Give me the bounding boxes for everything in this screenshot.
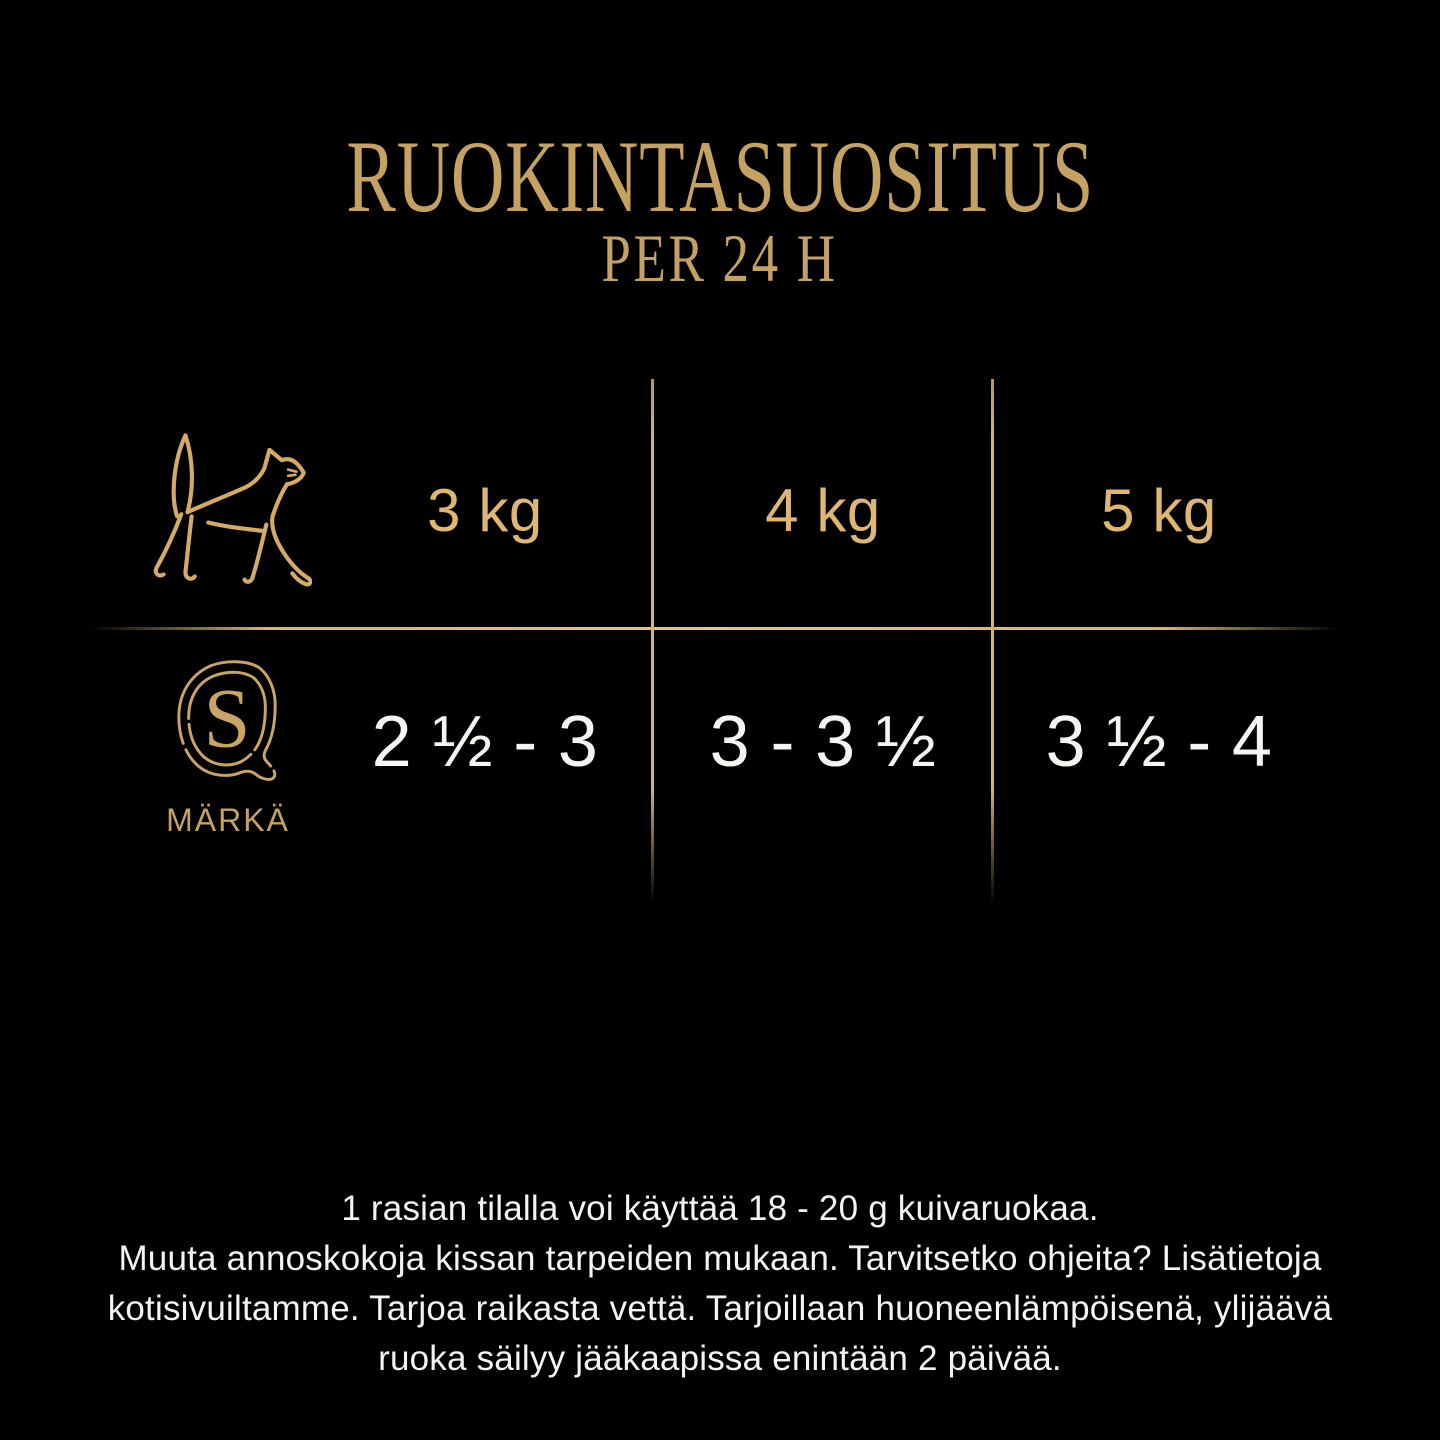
feeding-note (0, 1184, 1440, 1384)
page-subtitle-wrap (0, 220, 1440, 296)
wet-portion-4kg: 3 - 3 ½ (709, 702, 937, 782)
page-title-wrap (0, 120, 1440, 234)
vertical-divider-2 (991, 379, 994, 904)
feeding-note-line: Muuta annoskokoja kissan tarpeiden mukaan. Tarvitsetko ohjeita? Lisätietoja (118, 1239, 1322, 1278)
cat-walking-icon (146, 422, 312, 594)
horizontal-divider (90, 627, 1340, 630)
wet-portion-3kg: 2 ½ - 3 (371, 702, 599, 782)
vertical-divider-1 (651, 379, 654, 904)
wet-portion-5kg: 3 ½ - 4 (1045, 702, 1273, 782)
row-label-wet: MÄRKÄ (166, 802, 290, 838)
weight-header-5kg: 5 kg (1101, 477, 1217, 544)
feeding-note-line: ruoka säilyy jääkaapissa enintään 2 päivää. (378, 1339, 1062, 1378)
weight-header-4kg: 4 kg (765, 477, 881, 544)
feeding-note-line: kotisivuiltamme. Tarjoa raikasta vettä. Tarjoillaan huoneenlämpöisenä, ylijäävä (107, 1289, 1333, 1328)
feeding-note-line: 1 rasian tilalla voi käyttää 18 - 20 g kuivaruokaa. (341, 1189, 1099, 1228)
wet-food-seal-icon (169, 650, 287, 790)
page-title: RUOKINTASUOSITUS (346, 120, 1094, 234)
weight-header-3kg: 3 kg (427, 477, 543, 544)
seal-letter: S (203, 672, 251, 766)
page-subtitle: PER 24 H (601, 220, 839, 296)
